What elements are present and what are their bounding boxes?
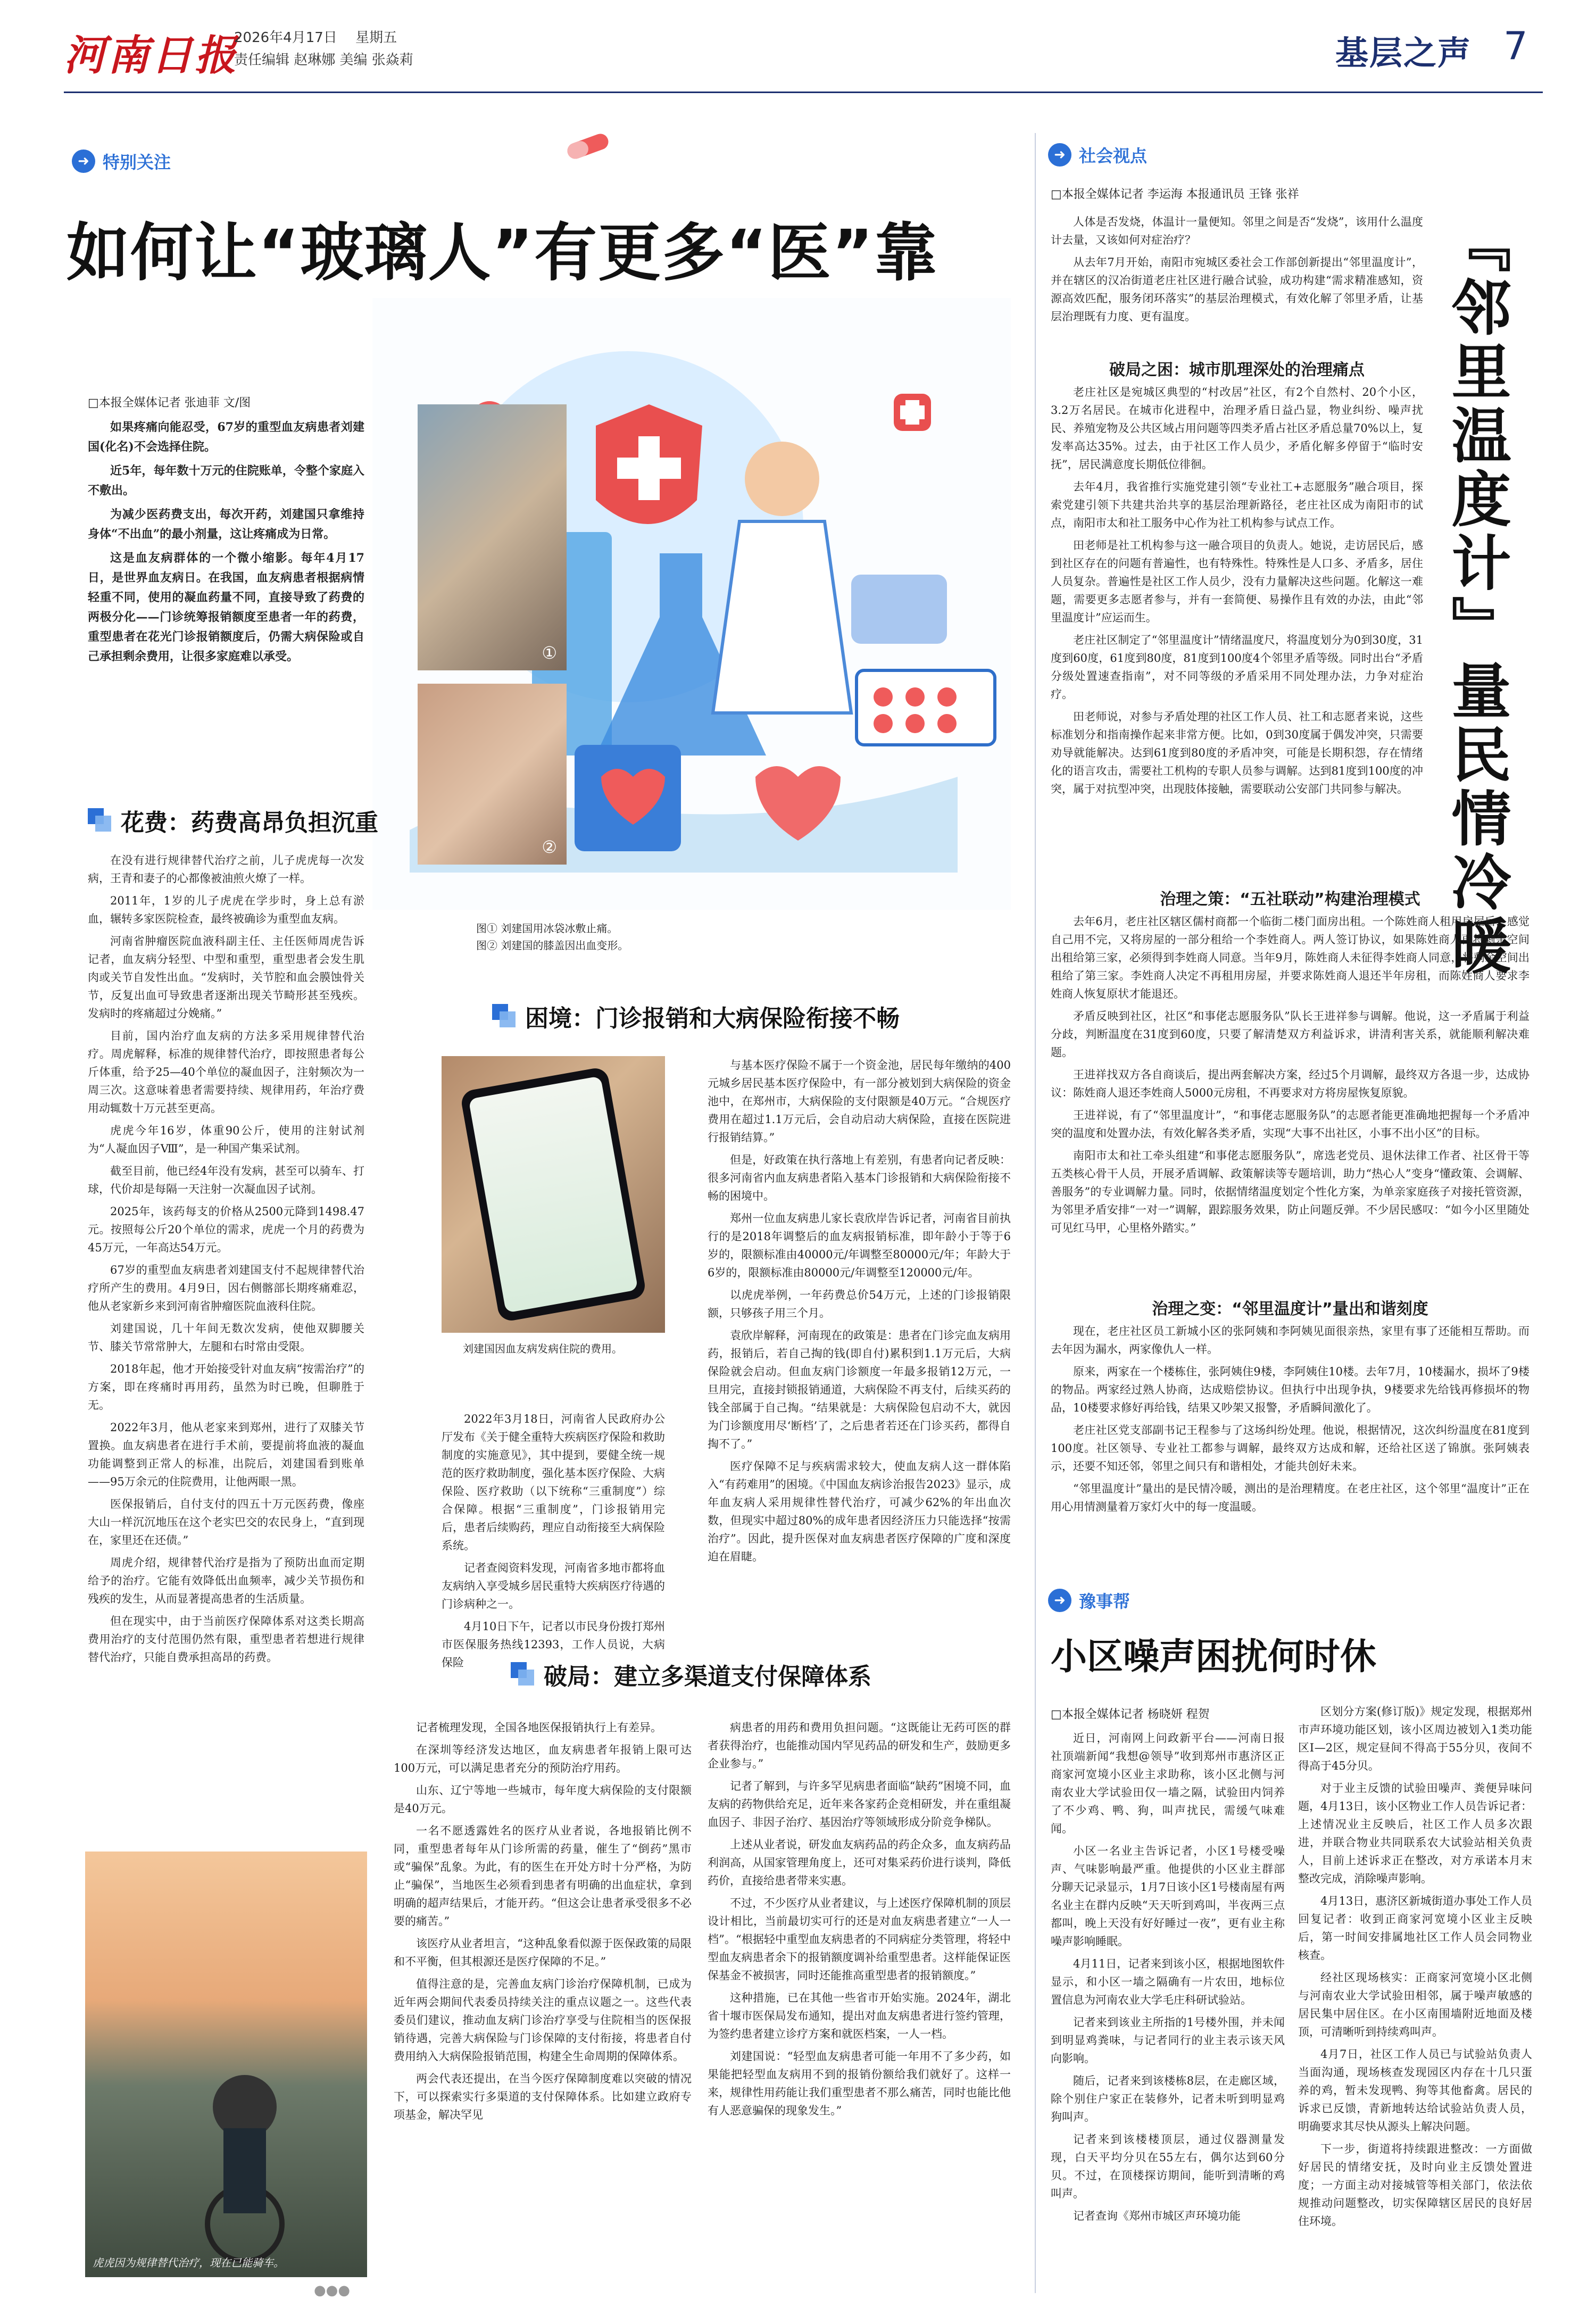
subhead-text: 困境：门诊报销和大病保险衔接不畅 [525,1005,900,1032]
paragraph: 4月13日，惠济区新城街道办事处工作人员回复记者：收到正商家河宽境小区业主反映后，第一时间安排属地社区工作人员会同物业核查。 [1298,1895,1532,1962]
arrow-right-icon: ➜ [1048,1589,1071,1612]
medical-bill-phone-photo [442,1056,665,1333]
section-heading-2: 治理之策：“五社联动”构建治理模式 [1160,890,1420,909]
paragraph: 2022年3月18日，河南省人民政府办公厅发布《关于健全重特大疾病医疗保险和救助制度的实施意见》，其中提到，要健全统一规范的医疗救助制度，强化基本医疗保险、大病保险、医疗救助（以下统称“三重制度”）综合保障。根据“三重制度”，门诊报销用完后，患者后续购药，理应自动衔接至大病保险系统。 [442,1413,665,1552]
paragraph: 记者了解到，与许多罕见病患者面临“缺药”困境不同，血友病的药物供给充足，近年来各家药企竞相研发，并在重组凝血因子、非因子治疗、基因治疗等领域形成分阶竞争梯队。 [708,1780,1011,1829]
paragraph: 袁欣岸解释，河南现在的政策是：患者在门诊完血友病用药，报销后，若自己掏的钱(即自付)累积到1.1万元后，大病保险就会启动。但血友病门诊额度一年最多报销12万元，一旦用完，直接封锁报销通道，大病保险不再支付，后续买药的钱全部属于自己掏。“结果就是：大病保险包启动不大，就因为门诊额度用尽‘断档’了，之后患者若还在门诊买药，都得自掏不了。” [708,1329,1011,1450]
paragraph: 2018年起，他才开始接受针对血友病“按需治疗”的方案，即在疼痛时再用药，虽然为时已晚，但聊胜于无。 [88,1363,364,1412]
paragraph: “邻里温度计”量出的是民情冷暖，测出的是治理精度。在老庄社区，这个邻里“温度计”正在用心用情测量着万家灯火中的每一度温暖。 [1051,1482,1530,1513]
arrow-right-icon: ➜ [72,150,95,173]
paragraph: 病患者的用药和费用负担问题。“这既能让无药可医的群者获得治疗，也能推动国内罕见药品的研发和生产，鼓励更多企业参与。” [708,1721,1011,1770]
paragraph: 值得注意的是，完善血友病门诊治疗保障机制，已成为近年两会期间代表委员持续关注的重点议题之一。这些代表委员们建议，推动血友病门诊治疗享受与住院相当的医保报销待遇，完善大病保险与门诊保障的支付衔接，将患者自付费用纳入大病保险报销范围，构建全生命周期的保障体系。 [394,1978,692,2063]
phone-photo-caption: 刘建国因血友病发病住院的费用。 [463,1342,622,1355]
photo-marker: ② [542,837,557,857]
paragraph: 随后，记者来到该楼栋8层，在走廊区域，除个别住户家正在装修外，记者未听到明显鸡狗叫声。 [1051,2074,1285,2123]
paragraph: 去年6月，老庄社区辖区儒村商都一个临街二楼门面房出租。一个陈姓商人租用房屋后，感觉自己用不完，又将房屋的一部分租给一个李姓商人。两人签订协议，如果陈姓商人再将剩余空间出租给第三家，必须得到李姓商人同意。当年9月，陈姓商人未征得李姓商人同意，将剩余空间出租给了第三家。李姓商人决定不再租用房屋，并要求陈姓商人退还半年房租，而陈姓商人要求李姓商人恢复原状才能退还。 [1051,915,1530,1000]
dilemma-col-a [442,1410,665,1676]
paragraph: 人体是否发烧，体温计一量便知。邻里之间是否“发烧”，该用什么温度计去量，又该如何对症治疗？ [1051,215,1423,246]
article-byline: □本报全媒体记者 杨晓妍 程贺 [1051,1708,1210,1721]
paragraph: 医保报销后，自付支付的四五十万元医药费，像座大山一样沉沉地压在这个老实巴交的农民身上，“直到现在，家里还在还债。” [88,1498,364,1547]
section-heading-1: 破局之困：城市肌理深处的治理痛点 [1109,361,1365,379]
paragraph: 区划分方案(修订版)》规定发现，根据郑州市声环境功能区划，该小区周边被划入1类功能区Ⅰ—2区，规定昼间不得高于55分贝，夜间不得高于45分贝。 [1298,1705,1532,1772]
patient-photo-2 [418,684,567,865]
paragraph: 67岁的重型血友病患者刘建国支付不起规律替代治疗所产生的费用。4月9日，因右侧髂部长期疼痛难忍，他从老家新乡来到河南省肿瘤医院血液科住院。 [88,1264,364,1313]
subhead-text: 破局：建立多渠道支付保障体系 [544,1663,871,1690]
social-viewpoint-tag [1048,143,1147,167]
tag-label: 社会视点 [1079,146,1148,166]
paragraph: 2022年3月，他从老家来到郑州，进行了双膝关节置换。血友病患者在进行手术前，要提前将血液的凝血功能调整到正常人的标准，出院后，刘建国看到账单——95万余元的住院费用，让他两眼一黑。 [88,1421,364,1488]
figure-caption-2: 图② 刘建国的膝盖因出血变形。 [476,939,629,952]
patient-photo-1 [418,404,567,670]
newspaper-logo: 河南日报 [64,31,239,80]
paragraph: 截至目前，他已经4年没有发病，甚至可以骑车、打球，代价却是每隔一天注射一次凝血因子试剂。 [88,1165,364,1195]
dilemma-col-b [708,1056,1011,1570]
paragraph: 近日，河南网上问政新平台——河南日报社顶端新闻“我想@领导”收到郑州市惠济区正商家河宽境小区业主求助称，该小区北侧与河南农业大学试验田仅一墙之隔，试验田内饲养了不少鸡、鸭、狗，叫声扰民，需缓气味难闻。 [1051,1732,1285,1835]
noise-col-b [1298,1703,1532,2235]
lead-paragraph: 近5年，每年数十万元的住院账单，令整个家庭入不敷出。 [88,464,364,497]
paragraph: 老庄社区党支部副书记王程参与了这场纠纷处理。他说，根据情况，这次纠纷温度在81度到100度。社区领导、专业社工都参与调解，最终双方达成和解，还给社区送了锦旗。张阿姨表示，还要不知还邻，邻里之间只有和谐相处，才能共创好未来。 [1051,1424,1530,1473]
noise-col-a [1051,1729,1285,2229]
paragraph: 这种措施，已在其他一些省市开始实施。2024年，湖北省十堰市医保局发布通知，提出对血友病患者进行签约管理，为签约患者建立诊疗方案和就医档案，一人一档。 [708,1991,1011,2040]
paragraph: 去年4月，我省推行实施党建引领“专业社工+志愿服务”融合项目，探索党建引领下共建共治共享的基层治理新路径，老庄社区成为南阳市的试点，南阳市太和社工服务中心作为社工机构参与试点工作。 [1051,480,1423,529]
cost-section-body [88,851,364,1671]
page-number: 7 [1503,23,1528,68]
paragraph: 河南省肿瘤医院血液科副主任、主任医师周虎告诉记者，血友病分轻型、中型和重型，重型患者会发生肌肉或关节自发性出血。“发病时，关节腔和血会膜蚀骨关节，反复出血可导致患者逐渐出现关节畸形甚至残疾。发病时的疼痛超过分娩痛。” [88,935,364,1020]
paragraph: 记者查阅资料发现，河南省多地市都将血友病纳入享受城乡居民重特大疾病医疗待遇的门诊病种之一。 [442,1562,665,1610]
paragraph: 现在，老庄社区员工新城小区的张阿姨和李阿姨见面很亲热，家里有事了还能相互帮助。而去年因为漏水，两家像仇人一样。 [1051,1325,1530,1356]
paragraph: 王进祥找双方各自商谈后，提出两套解决方案，经过5个月调解，最终双方各退一步，达成协议：陈姓商人退还李姓商人5000元房租，不再要求对方将房屋恢复原貌。 [1051,1068,1530,1099]
breakthrough-col-a [394,1718,692,2128]
breakthrough-col-b [708,1718,1011,2124]
paragraph: 与基本医疗保险不属于一个资金池，居民每年缴纳的400元城乡居民基本医疗保险中，有一部分被划到大病保险的资金池中，在郑州市，大病保险的支付限额是40万元。“合规医疗费用在超过1.1万元后，会自动启动大病保险，直接在医院进行报销结算。” [708,1059,1011,1144]
paragraph: 田老师说，对参与矛盾处理的社区工作人员、社工和志愿者来说，这些标准划分和指南操作起来非常方便。比如，0到30度属于偶发冲突，只需要劝导就能解决。达到61度到80度的矛盾冲突，可能是长期积怨，存在情绪化的语言攻击，需要社工机构的专职人员参与调解。达到81度到100度的冲突，属于对抗型冲突，出现肢体接触，需要联动公安部门共同参与解决。 [1051,710,1423,795]
paragraph: 4月11日，记者来到该小区，根据地图软件显示，和小区一墙之隔确有一片农田，地标位置信息为河南农业大学毛庄科研试验站。 [1051,1957,1285,2006]
neighbor-section-3 [1051,1322,1530,1520]
paragraph: 记者来到该楼楼顶层，通过仪器测量发现，白天平均分贝在55左右，偶尔达到60分贝。不过，在顶楼探访期间，能听到清晰的鸡叫声。 [1051,2133,1285,2200]
noise-headline: 小区噪声困扰何时休 [1051,1636,1377,1678]
paragraph: 南阳市太和社工牵头组建“和事佬志愿服务队”，席选老党员、退休法律工作者、社区骨干等五类核心骨干人员，开展矛盾调解、政策解读等专题培训，助力“热心人”变身“懂政策、会调解、善服务”的专业调解力量。同时，依据情绪温度划定个性化方案，为单亲家庭孩子对接托管资源，为邻里矛盾安排“一对一”调解，跟踪服务效果，防止问题反弹。不少居民感叹：“如今小区里随处可见红马甲，心里格外踏实。” [1051,1149,1530,1234]
subhead-dilemma [492,999,900,1033]
subhead-text: 花费：药费高昂负担沉重 [121,809,378,836]
weekday-text: 星期五 [355,30,397,46]
paragraph: 该医疗从业者坦言，“这种乱象看似源于医保政策的局限和不平衡，但其根源还是医疗保障的不足。” [394,1937,692,1968]
tag-label: 豫事帮 [1079,1591,1130,1612]
paragraph: 田老师是社工机构参与这一融合项目的负责人。她说，走访居民后，感到社区存在的问题有普遍性，也有特殊性。特殊性是人口多、矛盾多，居住人员复杂。普遍性是社区工作人员少，没有力量解决这些问题。化解这一难题，需要更多志愿者参与，并有一套简便、易操作且有效的办法，由此“邻里温度计”应运而生。 [1051,539,1423,624]
lead-paragraph: 这是血友病群体的一个微小缩影。每年4月17日，是世界血友病日。在我国，血友病患者根据病情轻重不同，使用的凝血药量不同，直接导致了药费的两极分化——门诊统筹报销额度至患者一年的药费，重型患者在花光门诊报销额度后，仍需大病保险或自己承担剩余费用，让很多家庭难以承受。 [88,551,364,663]
paragraph: 刘建国说，几十年间无数次发病，使他双脚腰关节、膝关节常常肿大，左腿和右时常由受限。 [88,1322,364,1353]
paragraph: 老庄社区是宛城区典型的“村改居”社区，有2个自然村、20个小区，3.2万名居民。在城市化进程中，治理矛盾日益凸显，物业纠纷、噪声扰民、养殖宠物及公共区域占用问题等四类矛盾占社区矛盾总量70%以上，复发率高达35%。过去，由于社区工作人员少，矛盾化解多停留于“临时安抚”，居民满意度长期低位徘徊。 [1051,386,1423,471]
paragraph: 刘建国说：“轻型血友病患者可能一年用不了多少药，如果能把轻型血友病用不到的报销份额给我们就好了。这样一来，规律性用药能让我们重型患者不那么痛苦，同时也能比他有人恶意骗保的现象发生。” [708,2050,1011,2117]
special-focus-tag [72,149,171,173]
page-dots: ●●● [314,2282,351,2298]
paragraph: 记者来到该业主所指的1号楼外围，并未闻到明显鸡粪味，与记者同行的业主表示该天风向影响。 [1051,2016,1285,2065]
editors-line: 责任编辑 赵琳娜 美编 张焱莉 [234,52,413,68]
article-byline: □本报全媒体记者 李运海 本报通讯员 王锋 张祥 [1051,188,1299,201]
paragraph: 但是，好政策在执行落地上有差别，有患者向记者反映：很多河南省内血友病患者陷入基本门诊报销和大病保险衔接不畅的困境中。 [708,1153,1011,1202]
neighbor-section-1 [1051,383,1423,802]
paragraph: 但在现实中，由于当前医疗保障体系对这类长期高费用治疗的支付范围仍然有限，重型患者若想进行规律替代治疗，只能自费承担高昂的药费。 [88,1615,364,1664]
paragraph: 两会代表还提出，在当今医疗保障制度难以突破的情况下，可以探索实行多渠道的支付保障体系。比如建立政府专项基金，解决罕见 [394,2072,692,2121]
cyclist-caption: 虎虎因为规律替代治疗，现在已能骑车。 [93,2256,284,2269]
paragraph: 下一步，街道将持续跟进整改：一方面做好居民的情绪安抚，及时向业主反馈处置进度；一方面主动对接城管等相关部门，依法依规推动问题整改，切实保障辖区居民的良好居住环境。 [1298,2143,1532,2228]
article-byline: □本报全媒体记者 张迪菲 文/图 [88,396,251,410]
section-name: 基层之声 [1335,34,1472,72]
neighbor-section-2 [1051,912,1530,1241]
paragraph: 一名不愿透露姓名的医疗从业者说，各地报销比例不同，重型患者每年从门诊所需的药量，催生了“倒药”黑市或“骗保”乱象。为此，有的医生在开处方时十分严格，为防止“骗保”，当地医生必须看到患者有明确的出血症状，拿到明确的超声结果后，才能开药。“但这会让患者承受很多不必要的痛苦。” [394,1824,692,1928]
vertical-headline: 『邻里温度计』量民情冷暖 [1442,213,1511,979]
cyclist-photo [85,1852,367,2277]
paragraph: 4月10日下午，记者以市民身份拨打郑州市医保服务热线12393，工作人员说，大病保险 [442,1620,665,1669]
paragraph: 矛盾反映到社区，社区“和事佬志愿服务队”队长王进祥参与调解。他说，这一矛盾属于利益分歧，判断温度在31度到60度，只要了解清楚双方利益诉求，讲清利害关系，就能顺利解决难题。 [1051,1010,1530,1059]
section-heading-3: 治理之变：“邻里温度计”量出和谐刻度 [1152,1300,1428,1318]
arrow-right-icon: ➜ [1048,143,1071,167]
article-lead [88,418,364,671]
paragraph: 上述从业者说，研发血友病药品的药企众多，血友病药品利润高，从国家管理角度上，还可对集采药价进行谈判，降低药价，直接给患者带来实惠。 [708,1838,1011,1887]
paragraph: 郑州一位血友病患儿家长袁欣岸告诉记者，河南省目前执行的是2018年调整后的血友病报销标准，即年龄小于等于6岁的，限额标准由40000元/年调整至80000元/年；年龄大于6岁的，限额标准由80000元/年调整至120000元/年。 [708,1212,1011,1279]
paragraph: 医疗保障不足与疾病需求较大，使血友病人这一群体陷入“有药难用”的困境。《中国血友病诊治报告2023》显示，成年血友病人采用规律性替代治疗，可减少62%的年出血次数，但现实中超过80%的成年患者因经济压力只能选择“按需治疗”。因此，提升医保对血友病患者医疗保障的广度和深度迫在眉睫。 [708,1460,1011,1563]
square-marker-icon [511,1662,535,1687]
masthead-rule [64,92,1543,93]
lead-paragraph: 如果疼痛向能忍受，67岁的重型血友病患者刘建国(化名)不会选择住院。 [88,420,364,454]
paragraph: 记者查询《郑州市城区声环境功能 [1073,2210,1241,2222]
subhead-breakthrough [511,1657,871,1691]
paragraph: 记者梳理发现，全国各地医保报销执行上有差异。 [416,1721,662,1734]
date-text: 2026年4月17日 [234,30,337,46]
yu-help-tag [1048,1588,1130,1613]
lead-paragraph: 为减少医药费支出，每次开药，刘建国只拿维持身体“不出血”的最小剂量，这让疼痛成为日常。 [88,508,364,541]
square-marker-icon [492,1004,517,1028]
figure-caption-1: 图① 刘建国用冰袋冰敷止痛。 [476,922,618,935]
paragraph: 4月7日，社区工作人员已与试验站负责人当面沟通，现场核查发现园区内存在十几只蛋养的鸡，暂未发现鸭、狗等其他畜禽。居民的诉求已反馈，青新地转达给试验站负责人员，明确要求其尽快从源头上解决问题。 [1298,2048,1532,2133]
issue-date [234,27,397,46]
paragraph: 目前，国内治疗血友病的方法多采用规律替代治疗。周虎解释，标准的规律替代治疗，即按照患者每公斤体重，给予25—40个单位的凝血因子，注射频次为一周三次。这意味着患者需要持续、规律用药，年治疗费用动辄数十万元甚至更高。 [88,1030,364,1115]
paragraph: 2025年，该药每支的价格从2500元降到1498.47元。按照每公斤20个单位的需求，虎虎一个月的药费为45万元，一年高达54万元。 [88,1205,364,1254]
paragraph: 以虎虎举例，一年药费总价54万元，上述的门诊报销限额，只够孩子用三个月。 [708,1289,1011,1319]
paragraph: 虎虎今年16岁，体重90公斤，使用的注射试剂为“人凝血因子Ⅷ”，是一种国产集采试剂。 [88,1124,364,1155]
tag-label: 特别关注 [103,152,171,172]
paragraph: 王进祥说，有了“邻里温度计”，“和事佬志愿服务队”的志愿者能更准确地把握每一个矛盾冲突的温度和处置办法，有效化解各类矛盾，实现“大事不出社区，小事不出小区”的目标。 [1051,1109,1530,1140]
square-marker-icon [88,808,112,833]
paragraph: 小区一名业主告诉记者，小区1号楼受噪声、气味影响最严重。他提供的小区业主群部分聊天记录显示，1月7日该小区1号楼南屋有两名业主在群内反映“天天听到鸡叫，半夜两三点都叫，晚上天没有好好睡过一夜”，更有业主称噪声影响睡眠。 [1051,1845,1285,1948]
neighbor-intro [1051,213,1423,330]
paragraph: 原来，两家在一个楼栋住，张阿姨住9楼，李阿姨住10楼。去年7月，10楼漏水，损坏了9楼的物品。两家经过熟人协商，达成赔偿协议。但执行中出现争执，9楼要求先给钱再修损坏的物品，10楼要求修好再给钱，结果又吵架又报警，矛盾瞬间激化了。 [1051,1365,1530,1414]
paragraph: 对于业主反馈的试验田噪声、粪便异味问题，4月13日，该小区物业工作人员告诉记者：上述情况业主反映后，社区工作人员多次跟进，并联合物业共同联系农大试验站相关负责人，目前上述诉求正在整改，对方承诺本月末整改完成，消除噪声影响。 [1298,1782,1532,1885]
pill-icon [564,133,612,162]
column-divider [1035,133,1036,2293]
photo-marker: ① [542,643,557,663]
paragraph: 山东、辽宁等地一些城市，每年度大病保险的支付限额是40万元。 [394,1784,692,1815]
subhead-cost [88,803,378,837]
paragraph: 不过，不少医疗从业者建议，与上述医疗保障机制的顶层设计相比，当前最切实可行的还是对血友病患者建立“一人一档”。“根据轻中重型血友病患者的不同病症分类管理，将轻中型血友病患者余下的报销额度调补给重型患者。这样能保证医保基金不被损害，同时还能推高重型患者的报销额度。” [708,1897,1011,1982]
paragraph: 在深圳等经济发达地区，血友病患者年报销上限可达100万元，可以满足患者充分的预防治疗用药。 [394,1744,692,1774]
main-headline: 如何让“玻璃人”有更多“医”靠 [66,216,938,289]
paragraph: 老庄社区制定了“邻里温度计”情绪温度尺，将温度划分为0到30度，31度到60度，61度到80度，81度到100度4个邻里矛盾等级。同时出台“矛盾分级处置速查指南”，对不同等级的矛盾采用不同处理办法，力争对症治疗。 [1051,634,1423,701]
paragraph: 经社区现场核实：正商家河宽境小区北侧与河南农业大学试验田相邻，属于噪声敏感的居民集中居住区。在小区南围墙附近地面及楼顶，可清晰听到持续鸡叫声。 [1298,1971,1532,2038]
paragraph: 周虎介绍，规律替代治疗是指为了预防出血而定期给予的治疗。它能有效降低出血频率，减少关节损伤和残疾的发生，从而显著提高患者的生活质量。 [88,1556,364,1605]
paragraph: 2011年，1岁的儿子虎虎在学步时，身上总有淤血，辗转多家医院检查，最终被确诊为重型血友病。 [88,894,364,925]
masthead [0,0,1596,106]
paragraph: 从去年7月开始，南阳市宛城区委社会工作部创新提出“邻里温度计”，并在辖区的汉冶街道老庄社区进行融合试验，成功构建“需求精准感知，资源高效匹配，服务闭环落实”的基层治理模式，有效化解了邻里矛盾，让基层治理既有力度、更有温度。 [1051,256,1423,323]
paragraph: 在没有进行规律替代治疗之前，儿子虎虎每一次发病，王青和妻子的心都像被油煎火燎了一样。 [88,854,364,885]
